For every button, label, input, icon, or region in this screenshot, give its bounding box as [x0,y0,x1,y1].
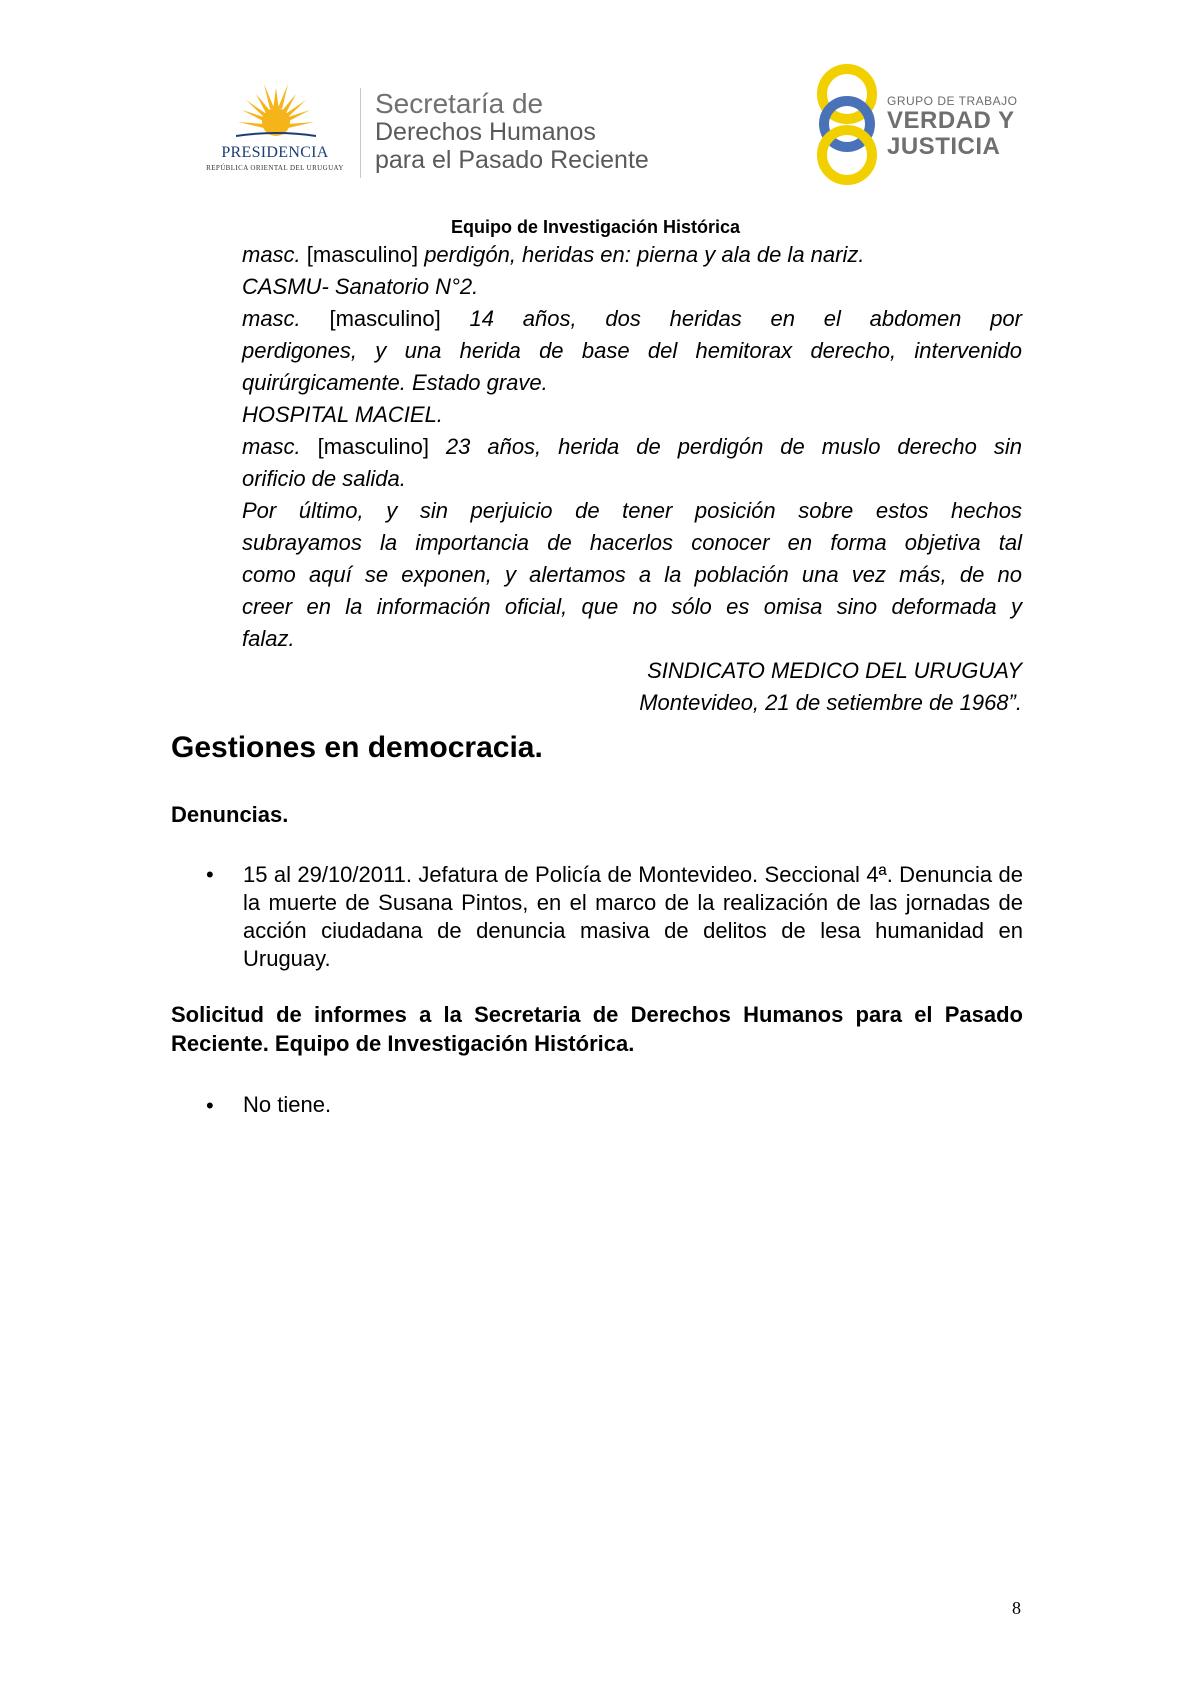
quote-text: 14 años, dos heridas en el abdomen por [469,306,1022,331]
quote-bracket: [masculino] [300,242,425,267]
list-item: 15 al 29/10/2011. Jefatura de Policía de Montevideo. Seccional 4ª. Denuncia de la muerte de Susana Pintos, en el marco de la realización de las jornadas de acción ciudadana de denuncia masiva de delitos de lesa humanidad en Uruguay. [243,862,1023,971]
secretaria-line-2: Derechos Humanos [375,118,596,146]
sun-emblem-icon [236,80,316,144]
quote-abbrev: masc. [242,434,301,459]
quote-line [242,431,1022,463]
quote-line: perdigones, y una herida de base del hemitorax derecho, intervenido [242,338,1022,363]
secretaria-line-3: para el Pasado Reciente [375,146,649,174]
quote-line: quirúrgicamente. Estado grave. [242,370,548,395]
verdad-justicia-logo [812,62,1032,187]
quote-date: Montevideo, 21 de setiembre de 1968”. [639,690,1022,715]
quote-line: orificio de salida. [242,466,406,491]
page-number: 8 [1012,1598,1021,1618]
grupo-line-1: GRUPO DE TRABAJO [887,94,1018,108]
header-subtitle: Equipo de Investigación Histórica [450,217,741,237]
grupo-line-3: JUSTICIA [887,133,1001,160]
quote-line [242,303,1022,335]
quote-line: como aquí se exponen, y alertamos a la población una vez más, de no [242,562,1022,587]
quote-bracket: [masculino] [300,306,470,331]
quote-abbrev: masc. [242,242,301,267]
solicitud-heading: Solicitud de informes a la Secretaria de Derechos Humanos para el Pasado Reciente. Equipo de Investigación Histórica. [171,1002,1023,1056]
quote-line: falaz. [242,626,295,651]
quote-abbrev: masc. [242,306,301,331]
header-divider [360,88,361,178]
quote-line [242,239,1022,271]
bullet-icon: • [206,1093,214,1118]
quote-text: 23 años, herida de perdigón de muslo derecho sin [445,434,1022,459]
quote-bracket: [masculino] [300,434,446,459]
quote-line: Por último, y sin perjuicio de tener posición sobre estos hechos [242,498,1022,523]
bullet-icon: • [206,862,214,887]
presidencia-logo [196,80,354,180]
quote-place: CASMU- Sanatorio N°2. [242,274,479,299]
grupo-line-2: VERDAD Y [887,107,1015,134]
quote-line: subrayamos la importancia de hacerlos conocer en forma objetiva tal [242,530,1022,555]
quote-signature: SINDICATO MEDICO DEL URUGUAY [647,658,1022,683]
list-item: No tiene. [243,1092,332,1117]
secretaria-line-1: Secretaría de [375,88,544,119]
linked-rings-icon [812,62,882,187]
secretaria-title [375,90,649,174]
quote-place: HOSPITAL MACIEL. [242,402,443,427]
presidencia-subtitle: REPÚBLICA ORIENTAL DEL URUGUAY [206,164,344,172]
quote-line: creer en la información oficial, que no sólo es omisa sino deformada y [242,594,1022,619]
presidencia-word: PRESIDENCIA [221,144,329,161]
section-title: Gestiones en democracia. [171,731,543,764]
denuncias-heading: Denuncias. [171,802,289,827]
quote-text: perdigón, heridas en: pierna y ala de la nariz. [424,242,865,267]
